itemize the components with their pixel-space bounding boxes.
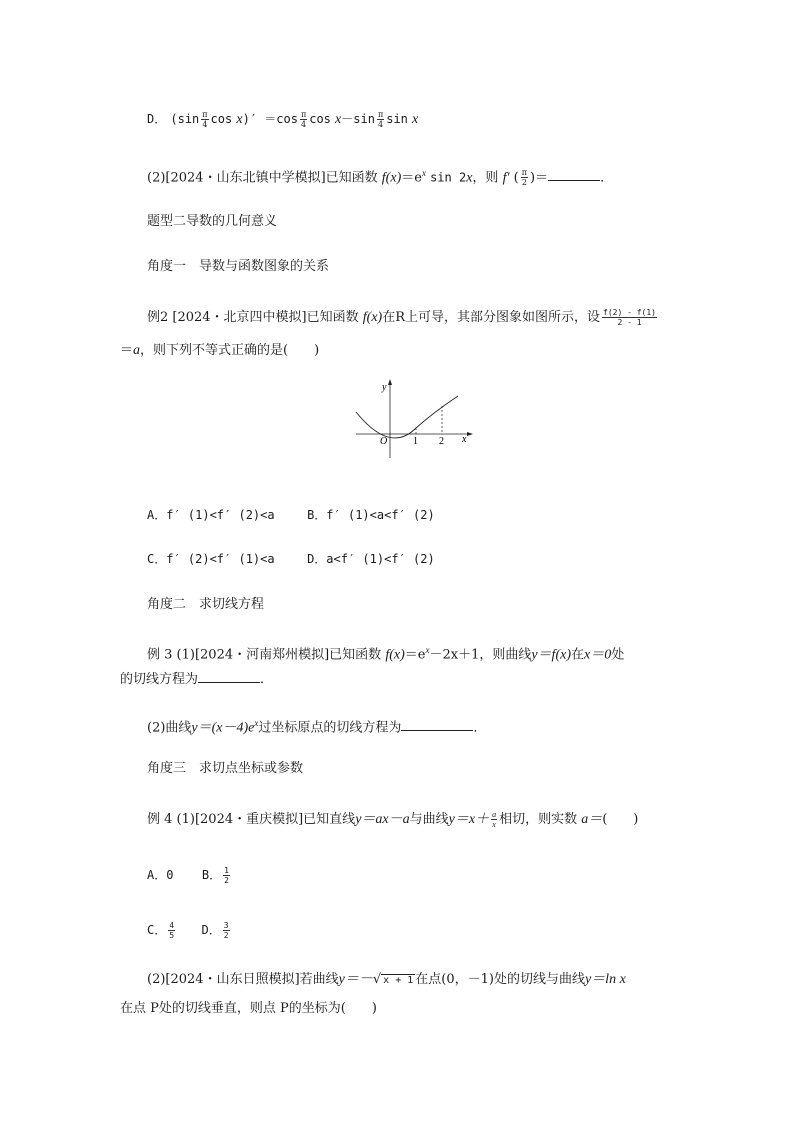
example-2-stem: 例2 [2024・北京四中模拟]已知函数 f(x)在R上可导，其部分图象如图所示，设 $\frac{f(2) - f(1)}{2 - 1}$ (147, 308, 656, 327)
sqrt-content: x + 1 (383, 975, 414, 986)
example-3-stem-continued: 的切线方程为 ． (120, 672, 274, 687)
example-4-options-row-2 (147, 921, 232, 940)
answer-blank[interactable] (401, 718, 473, 731)
fraction-slope: $\frac{f(2) - f(1)}{2 - 1}$ (603, 308, 656, 327)
example-2-options-row-2 (147, 550, 435, 568)
subheading-angle-2: 角度二 求切线方程 (147, 597, 265, 612)
example-3-stem: 例 3 (1)[2024・河南郑州模拟]已知函数 $f(x)=e^x-2x+1$，则曲线y＝f(x)在x＝0处 (147, 645, 625, 663)
option-d-derivative: D． (sin $\frac{\pi}{4}$ cos x)′ ＝cos $\frac{\pi}{4}$ cos x－sin $\frac{\pi}{4}$ sin x (147, 110, 419, 129)
section-heading-type-2: 题型二导数的几何意义 (147, 214, 278, 229)
function-graph (350, 376, 480, 476)
option-a[interactable]: A．0 (147, 868, 174, 882)
example-4-stem: 例 4 (1)[2024・重庆模拟]已知直线y＝ax－a与曲线y＝x＋ $\frac{a}{x}$ 相切，则实数 a＝( ) (147, 810, 639, 829)
example-4-options-row-1 (147, 866, 232, 885)
option-a[interactable]: A．f′ (1)<f′ (2)<a (147, 508, 275, 522)
x-axis-label: x (462, 434, 467, 445)
curve-f (356, 396, 458, 438)
example-3-part-2: (2)曲线$y=(x-4)e^x$过坐标原点的切线方程为 ． (147, 718, 487, 736)
example-2-question: ＝a，则下列不等式正确的是( ) (120, 343, 320, 358)
tick-label-1: 1 (413, 436, 418, 447)
origin-label: O (380, 436, 388, 447)
option-c[interactable]: C． $\frac{4}{5}$ (147, 921, 175, 940)
example-2-options-row-1 (147, 506, 435, 524)
option-b[interactable]: B．f′ (1)<a<f′ (2) (307, 508, 435, 522)
example-4-part-2: (2)[2024・山东日照模拟]若曲线y＝－√ x + 1 在点(0，－1)处的切线与曲线y＝ln x (147, 972, 626, 987)
y-axis-arrow (388, 379, 392, 385)
example-4-part-2-continued: 在点 P处的切线垂直，则点 P的坐标为( ) (120, 1001, 377, 1016)
option-b[interactable]: B． $\frac{1}{2}$ (201, 866, 229, 885)
answer-blank[interactable] (548, 168, 600, 181)
subheading-angle-1: 角度一 导数与函数图象的关系 (147, 259, 330, 274)
fraction-a-over-x: $\frac{a}{x}$ (492, 810, 497, 829)
subheading-angle-3: 角度三 求切点坐标或参数 (147, 761, 304, 776)
option-d[interactable]: D．a<f′ (1)<f′ (2) (307, 552, 435, 566)
question-2-derivative-value: (2)[2024・山东北镇中学模拟]已知函数 $f(x)=e^x$ sin 2x，则 f′ ( $\frac{\pi}{2}$ )＝ ． (147, 168, 614, 188)
option-c[interactable]: C．f′ (2)<f′ (1)<a (147, 552, 275, 566)
sqrt-sign: √ (372, 972, 382, 987)
y-axis-label: y (382, 382, 387, 393)
answer-blank[interactable] (198, 670, 260, 683)
fraction-pi-over-4: $\frac{\pi}{4}$ (202, 110, 208, 129)
option-d[interactable]: D． $\frac{3}{2}$ (201, 921, 229, 940)
x-axis-arrow (467, 432, 473, 436)
tick-label-2: 2 (439, 436, 444, 447)
